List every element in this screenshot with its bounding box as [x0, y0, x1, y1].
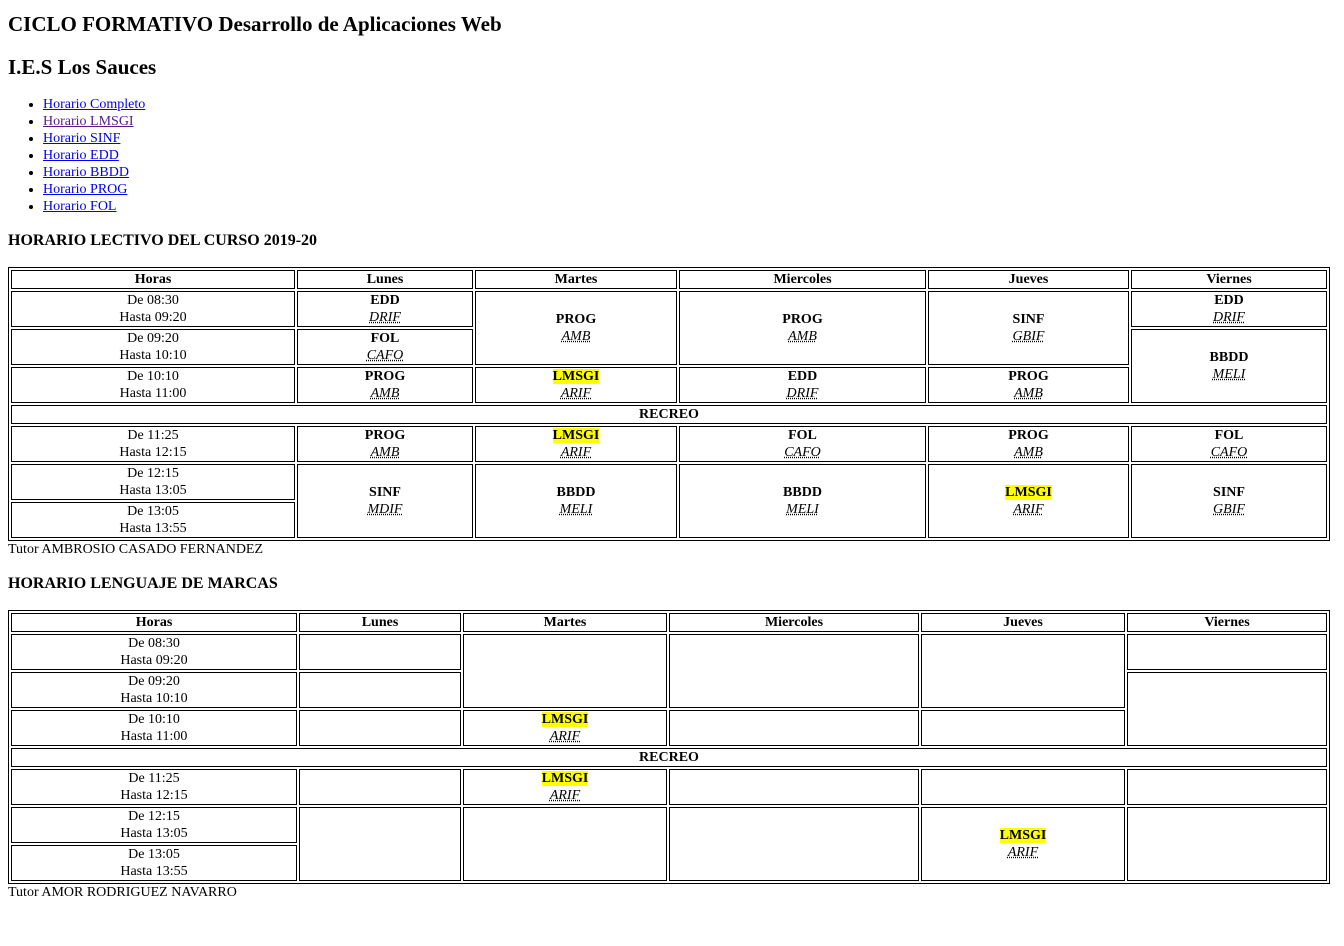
subject-name: PROG [1008, 428, 1049, 443]
nav-item [43, 113, 1336, 130]
col-header-miercoles: Miercoles [669, 613, 919, 632]
lmsgi-schedule-table [8, 610, 1330, 884]
empty-cell [669, 710, 919, 746]
empty-cell [921, 634, 1125, 708]
time-to: Hasta 12:15 [120, 788, 188, 803]
tutor-text: Tutor AMBROSIO CASADO FERNANDEZ [8, 542, 264, 557]
subject-name: PROG [555, 312, 597, 327]
subject-name: EDD [370, 293, 400, 308]
time-from: De 10:10 [128, 712, 180, 727]
subject-name: EDD [787, 369, 818, 384]
time-slot [11, 464, 295, 500]
subject-name: SINF [369, 485, 401, 500]
class-cell [928, 426, 1129, 462]
time-to: Hasta 13:05 [120, 826, 188, 841]
teacher-abbr: AMB [370, 386, 400, 401]
time-slot [11, 807, 297, 843]
class-cell [297, 367, 473, 403]
subject-name: PROG [1008, 369, 1049, 384]
time-to: Hasta 09:20 [119, 310, 187, 325]
class-cell [1131, 291, 1327, 327]
subject-name: PROG [782, 312, 823, 327]
lmsgi-highlight: LMSGI [1005, 485, 1052, 500]
nav-item [43, 147, 1336, 164]
empty-cell [299, 769, 461, 805]
subject-name: BBDD [556, 485, 596, 500]
time-from: De 08:30 [127, 293, 179, 308]
lmsgi-highlight: LMSGI [541, 712, 589, 727]
class-cell [297, 329, 473, 365]
nav-item [43, 181, 1336, 198]
school-name: I.E.S Los Sauces [8, 55, 157, 79]
subject-name: PROG [364, 369, 406, 384]
time-slot [11, 502, 295, 538]
teacher-abbr: AMB [788, 329, 817, 344]
time-slot [11, 769, 297, 805]
teacher-abbr: ARIF [1007, 845, 1039, 860]
table-row [11, 807, 1327, 843]
nav-item [43, 130, 1336, 147]
time-to: Hasta 09:20 [120, 653, 188, 668]
class-cell [475, 367, 677, 403]
class-cell [1131, 464, 1327, 538]
class-cell [297, 464, 473, 538]
col-header-jueves: Jueves [928, 270, 1129, 289]
col-header-viernes: Viernes [1131, 270, 1327, 289]
time-from: De 10:10 [127, 369, 179, 384]
table-row [11, 426, 1327, 462]
class-cell [475, 291, 677, 365]
teacher-abbr: CAFO [366, 348, 404, 363]
nav-link-lmsgi[interactable]: Horario LMSGI [43, 114, 134, 129]
empty-cell [1127, 672, 1327, 746]
class-cell [679, 367, 926, 403]
class-cell [921, 807, 1125, 881]
col-header-jueves: Jueves [921, 613, 1125, 632]
time-slot [11, 426, 295, 462]
time-from: De 08:30 [128, 636, 180, 651]
time-to: Hasta 13:55 [120, 864, 188, 879]
time-from: De 13:05 [127, 504, 179, 519]
class-cell [928, 291, 1129, 365]
time-from: De 11:25 [127, 428, 179, 443]
tutor-text: Tutor AMOR RODRIGUEZ NAVARRO [8, 885, 237, 900]
col-header-martes: Martes [463, 613, 667, 632]
recreo-label: RECREO [11, 748, 1327, 767]
teacher-abbr: ARIF [1013, 502, 1044, 517]
header-row [11, 613, 1327, 632]
col-header-martes: Martes [475, 270, 677, 289]
empty-cell [1127, 769, 1327, 805]
class-cell [297, 291, 473, 327]
time-slot [11, 672, 297, 708]
class-cell [1131, 426, 1327, 462]
nav-link-completo[interactable]: Horario Completo [43, 97, 146, 112]
class-cell [679, 426, 926, 462]
empty-cell [669, 634, 919, 708]
col-header-lunes: Lunes [299, 613, 461, 632]
teacher-abbr: DRIF [786, 386, 819, 401]
time-to: Hasta 11:00 [119, 386, 187, 401]
empty-cell [669, 769, 919, 805]
time-slot [11, 845, 297, 881]
time-to: Hasta 10:10 [119, 348, 187, 363]
teacher-abbr: MELI [1212, 367, 1246, 382]
teacher-abbr: AMB [1014, 445, 1043, 460]
teacher-abbr: MELI [786, 502, 819, 517]
class-cell [1131, 329, 1327, 403]
empty-cell [669, 807, 919, 881]
empty-cell [1127, 807, 1327, 881]
time-slot [11, 291, 295, 327]
subject-name: EDD [1214, 293, 1244, 308]
col-header-horas: Horas [11, 270, 295, 289]
teacher-abbr: DRIF [1213, 310, 1245, 325]
teacher-abbr: ARIF [549, 729, 581, 744]
teacher-abbr: ARIF [560, 386, 592, 401]
subject-name [465, 770, 665, 787]
col-header-horas: Horas [11, 613, 297, 632]
time-from: De 09:20 [127, 331, 179, 346]
subject-name: SINF [1213, 485, 1245, 500]
lmsgi-highlight: LMSGI [552, 428, 600, 443]
time-slot [11, 329, 295, 365]
class-cell [475, 426, 677, 462]
teacher-abbr: AMB [370, 445, 400, 460]
recreo-row [11, 748, 1327, 767]
subject-name [923, 827, 1123, 844]
table-row [11, 367, 1327, 403]
time-to: Hasta 13:05 [119, 483, 187, 498]
subject-name: BBDD [1209, 350, 1249, 365]
table-row [11, 634, 1327, 670]
empty-cell [299, 710, 461, 746]
page-title: CICLO FORMATIVO Desarrollo de Aplicaciones Web [8, 12, 502, 36]
empty-cell [299, 807, 461, 881]
subject-name: SINF [1012, 312, 1045, 327]
time-to: Hasta 11:00 [120, 729, 188, 744]
empty-cell [299, 634, 461, 670]
subject-name [465, 711, 665, 728]
nav-link-prog[interactable]: Horario PROG [43, 182, 128, 197]
class-cell [463, 710, 667, 746]
subject-name: PROG [364, 428, 406, 443]
lmsgi-highlight: LMSGI [552, 369, 600, 384]
empty-cell [463, 634, 667, 708]
recreo-label: RECREO [11, 405, 1327, 424]
empty-cell [1127, 634, 1327, 670]
class-cell [928, 367, 1129, 403]
time-to: Hasta 12:15 [119, 445, 187, 460]
table-row [11, 464, 1327, 500]
lmsgi-highlight: LMSGI [999, 828, 1047, 843]
time-from: De 11:25 [128, 771, 180, 786]
time-from: De 13:05 [128, 847, 180, 862]
empty-cell [921, 710, 1125, 746]
class-cell [297, 426, 473, 462]
nav-item [43, 164, 1336, 181]
col-header-miercoles: Miercoles [679, 270, 926, 289]
teacher-abbr: MELI [559, 502, 593, 517]
nav-link-bbdd[interactable]: Horario BBDD [43, 165, 129, 180]
col-header-lunes: Lunes [297, 270, 473, 289]
time-slot [11, 367, 295, 403]
header-row [11, 270, 1327, 289]
subject-name [477, 368, 675, 385]
col-header-viernes: Viernes [1127, 613, 1327, 632]
full-schedule-heading: HORARIO LECTIVO DEL CURSO 2019-20 [8, 232, 318, 249]
class-cell [475, 464, 677, 538]
class-cell [679, 291, 926, 365]
recreo-row [11, 405, 1327, 424]
time-to: Hasta 10:10 [120, 691, 188, 706]
time-slot [11, 634, 297, 670]
empty-cell [921, 769, 1125, 805]
nav-link-edd[interactable]: Horario EDD [43, 148, 119, 163]
subject-name: BBDD [783, 485, 822, 500]
subject-name [477, 427, 675, 444]
empty-cell [463, 807, 667, 881]
class-cell [928, 464, 1129, 538]
time-slot [11, 710, 297, 746]
table-row [11, 291, 1327, 327]
teacher-abbr: GBIF [1213, 502, 1245, 517]
subject-name: FOL [788, 428, 817, 443]
subject-name: FOL [370, 331, 400, 346]
nav-item [43, 198, 1336, 215]
teacher-abbr: ARIF [560, 445, 592, 460]
nav-link-fol[interactable]: Horario FOL [43, 199, 117, 214]
class-cell [679, 464, 926, 538]
teacher-abbr: CAFO [1210, 445, 1248, 460]
schedule-nav [8, 96, 1336, 215]
teacher-abbr: AMB [561, 329, 591, 344]
teacher-abbr: MDIF [367, 502, 403, 517]
teacher-abbr: AMB [1014, 386, 1043, 401]
class-cell [463, 769, 667, 805]
time-from: De 09:20 [128, 674, 180, 689]
time-from: De 12:15 [127, 466, 179, 481]
nav-link-sinf[interactable]: Horario SINF [43, 131, 121, 146]
full-schedule-table [8, 267, 1330, 541]
time-to: Hasta 13:55 [119, 521, 187, 536]
teacher-abbr: GBIF [1012, 329, 1045, 344]
teacher-abbr: CAFO [784, 445, 821, 460]
subject-name [930, 484, 1127, 501]
teacher-abbr: ARIF [549, 788, 581, 803]
teacher-abbr: DRIF [369, 310, 401, 325]
lmsgi-highlight: LMSGI [541, 771, 589, 786]
nav-item [43, 96, 1336, 113]
lmsgi-schedule-heading: HORARIO LENGUAJE DE MARCAS [8, 575, 278, 592]
time-from: De 12:15 [128, 809, 180, 824]
empty-cell [299, 672, 461, 708]
subject-name: FOL [1214, 428, 1244, 443]
table-row [11, 769, 1327, 805]
